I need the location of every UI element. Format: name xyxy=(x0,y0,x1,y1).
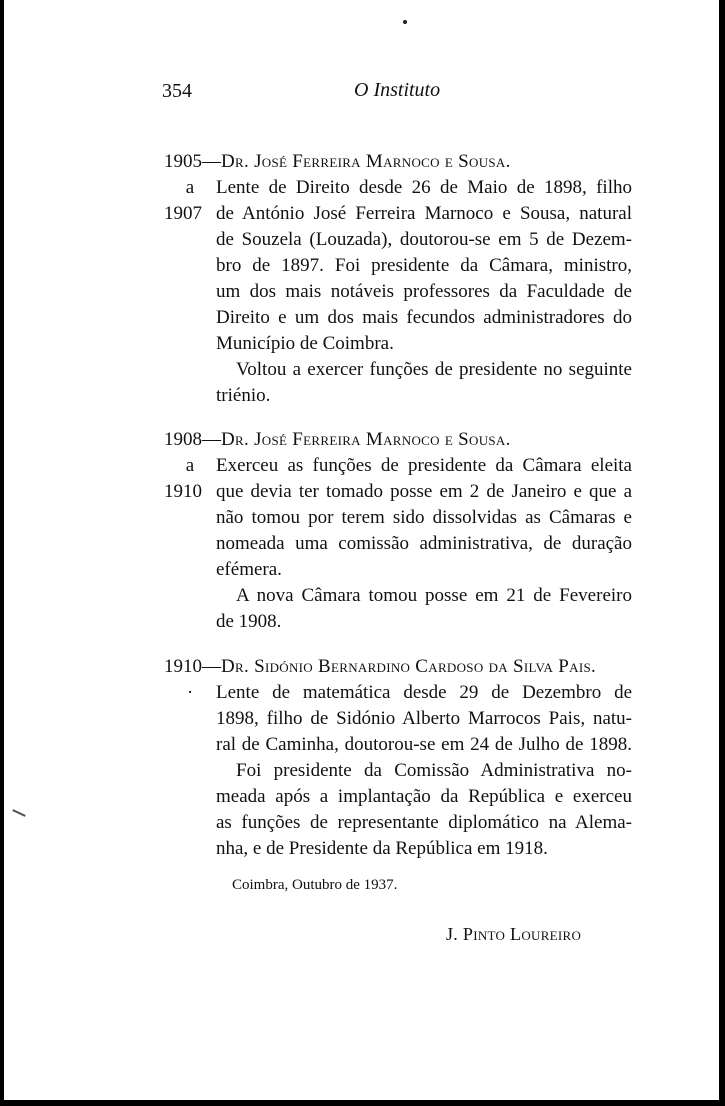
line-text: bro de 1897. Foi presidente da Câmara, ministro, xyxy=(216,255,632,276)
person-name: Dr. José Ferreira Marnoco e Sousa. xyxy=(221,151,511,172)
year-marker: a xyxy=(185,455,195,476)
line-text: de 1908. xyxy=(216,611,282,632)
line-text: efémera. xyxy=(216,559,282,580)
year-marker xyxy=(164,279,216,305)
year-marker: a xyxy=(185,177,195,198)
text-line xyxy=(164,383,632,409)
text-line xyxy=(164,680,632,706)
year-marker xyxy=(164,557,216,583)
text-line xyxy=(164,557,632,583)
line-text: Município de Coimbra. xyxy=(216,333,394,354)
year-marker: 1910 xyxy=(164,481,202,502)
text-line xyxy=(164,201,632,227)
entry-heading xyxy=(164,427,632,453)
line-text: 1898, filho de Sidónio Alberto Marrocos Pais, natu- xyxy=(216,708,632,729)
person-name: Dr. Sidónio Bernardino Cardoso da Silva Pais. xyxy=(221,656,597,677)
line-text: um dos mais notáveis professores da Faculdade de xyxy=(216,281,632,302)
text-line xyxy=(164,331,632,357)
text-line xyxy=(164,505,632,531)
year-marker xyxy=(164,758,216,784)
year-marker: 1907 xyxy=(164,203,202,224)
year-marker xyxy=(164,706,216,732)
place-date: Coimbra, Outubro de 1937. xyxy=(232,877,398,893)
year-marker xyxy=(164,305,216,331)
text-line xyxy=(164,279,632,305)
text-line xyxy=(164,305,632,331)
year-marker xyxy=(164,609,216,635)
entry-heading xyxy=(164,654,632,680)
text-line xyxy=(164,732,632,758)
text-line xyxy=(164,453,632,479)
line-text: Lente de matemática desde 29 de Dezembro de xyxy=(216,682,632,703)
heading-years: 1910 xyxy=(164,656,202,677)
year-marker xyxy=(164,505,216,531)
year-marker xyxy=(164,227,216,253)
text-line xyxy=(164,531,632,557)
line-text: as funções de representante diplomático na Alema- xyxy=(216,812,632,833)
entry-1910 xyxy=(164,654,632,862)
line-text: Exerceu as funções de presidente da Câmara eleita xyxy=(216,455,632,476)
line-text: Lente de Direito desde 26 de Maio de 1898, filho xyxy=(216,177,632,198)
text-line xyxy=(164,836,632,862)
line-text: Direito e um dos mais fecundos administradores do xyxy=(216,307,632,328)
year-marker xyxy=(164,583,216,609)
text-line xyxy=(164,479,632,505)
year-marker: · xyxy=(186,682,194,703)
heading-years: 1905 xyxy=(164,151,202,172)
line-text: triénio. xyxy=(216,385,271,406)
line-text: nomeada uma comissão administrativa, de duração xyxy=(216,533,632,554)
line-text: de Souzela (Louzada), doutorou-se em 5 de Dezem- xyxy=(216,229,632,250)
entry-heading xyxy=(164,149,632,175)
entry-1908 xyxy=(164,427,632,635)
year-marker xyxy=(164,732,216,758)
author-signature: J. Pinto Loureiro xyxy=(446,924,582,944)
year-marker xyxy=(164,531,216,557)
text-line xyxy=(164,583,632,609)
year-marker xyxy=(164,357,216,383)
line-text: não tomou por terem sido dissolvidas as Câmaras e xyxy=(216,507,632,528)
running-head: O Instituto xyxy=(354,79,441,101)
text-line xyxy=(164,357,632,383)
text-line xyxy=(164,784,632,810)
year-marker xyxy=(164,810,216,836)
person-name: Dr. José Ferreira Marnoco e Sousa. xyxy=(221,429,511,450)
ink-dot xyxy=(403,20,407,24)
text-line xyxy=(164,253,632,279)
line-text: Voltou a exercer funções de presidente no seguinte xyxy=(236,359,632,380)
year-marker xyxy=(164,253,216,279)
line-text: nha, e de Presidente da República em 1918. xyxy=(216,838,548,859)
line-text: meada após a implantação da República e exerceu xyxy=(216,786,632,807)
line-text: ral de Caminha, doutorou-se em 24 de Julho de 1898. xyxy=(216,734,632,755)
text-line xyxy=(164,706,632,732)
dash-separator: — xyxy=(202,151,221,172)
dash-separator: — xyxy=(202,656,221,677)
entry-1905 xyxy=(164,149,632,409)
text-line xyxy=(164,758,632,784)
line-text: que devia ter tomado posse em 2 de Janeiro e que a xyxy=(216,481,632,502)
year-marker xyxy=(164,784,216,810)
text-line xyxy=(164,175,632,201)
line-text: Foi presidente da Comissão Administrativa no- xyxy=(236,760,632,781)
year-marker xyxy=(164,836,216,862)
text-line xyxy=(164,810,632,836)
line-text: A nova Câmara tomou posse em 21 de Fevereiro xyxy=(236,585,632,606)
line-text: de António José Ferreira Marnoco e Sousa, natural xyxy=(216,203,632,224)
page-number: 354 xyxy=(162,80,192,102)
heading-years: 1908 xyxy=(164,429,202,450)
margin-mark xyxy=(12,809,26,817)
year-marker xyxy=(164,331,216,357)
year-marker xyxy=(164,383,216,409)
text-line xyxy=(164,227,632,253)
dash-separator: — xyxy=(202,429,221,450)
text-line xyxy=(164,609,632,635)
